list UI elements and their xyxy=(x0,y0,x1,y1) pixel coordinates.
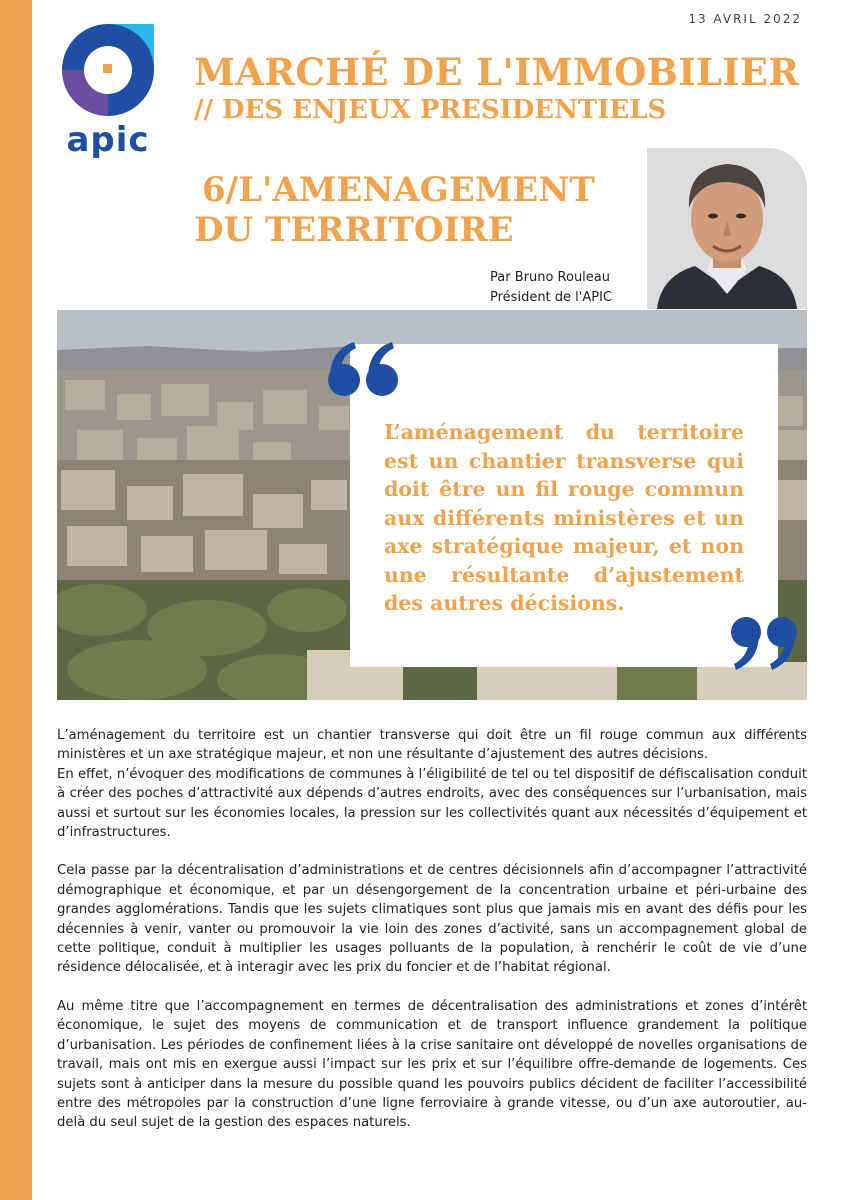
body-paragraph-1: L’aménagement du territoire est un chantier transverse qui doit être un fil rouge commun aux différents ministères et un axe stratégique majeur, et non une résultante d’ajustement des autres décisions. xyxy=(57,728,807,763)
author-name: Par Bruno Rouleau xyxy=(490,270,610,285)
open-quote-mark-icon xyxy=(324,338,404,402)
close-quote-mark-icon xyxy=(730,614,804,674)
author-role: Président de l'APIC xyxy=(490,290,612,305)
article-body xyxy=(57,726,807,1133)
apic-logo-mark-icon xyxy=(58,20,158,120)
publication-date: 13 AVRIL 2022 xyxy=(688,12,802,26)
body-paragraph-2: En effet, n’évoquer des modifications de communes à l’éligibilité de tel ou tel dispositif de défiscalisation conduit à créer des poches d’attractivité aux dépends d’autres endroits, avec des conséquences sur l’urbanisation, mais aussi et surtout sur les économies locales, la pression sur les collectivités quant aux nécessités d’équipement et d’infrastructures. xyxy=(57,766,807,841)
pull-quote-text: L’aménagement du territoire est un chantier transverse qui doit être un fil rouge commun aux différents ministères et un axe stratégique majeur, et non une résultante d’ajustement des autres décisions. xyxy=(384,420,744,615)
author-byline xyxy=(490,268,612,308)
section-title-line-1: 6/L'AMENAGEMENT xyxy=(202,170,595,210)
portrait-illustration xyxy=(647,148,807,309)
apic-logo xyxy=(58,20,158,160)
section-title-line-2: DU TERRITOIRE xyxy=(194,210,514,250)
logo-wordmark: apic xyxy=(66,120,150,160)
author-portrait xyxy=(647,148,807,309)
body-paragraph-4: Au même titre que l’accompagnement en termes de décentralisation des administrations et zones d’intérêt économique, le sujet des moyens de communication et de transport influence grandement la politique d’urbanisation. Les périodes de confinement liées à la crise sanitaire ont développé de novelles organisations de travail, mais ont mis en exergue aussi l’impact sur les prix et sur l’équilibre offre-demande de logements. Ces sujets sont à anticiper dans la mesure du possible quand les pouvoirs publics décident de faciliter l’accessibilité entre des métropoles par la construction d’une ligne ferroviaire à grande vitesse, ou d’un axe autoroutier, au-delà du seul sujet de la gestion des espaces naturels. xyxy=(57,998,807,1131)
body-paragraph-3: Cela passe par la décentralisation d’administrations et de centres décisionnels afin d’accompagner l’attractivité démographique et économique, et par un désengorgement de la concentration urbaine et péri-urbaine des grandes agglomérations. Tandis que les sujets climatiques sont plus que jamais mis en avant des défis pour les décennies à venir, vanter ou promouvoir la vie loin des zones d’activité, sans un accompagnement global de cette politique, conduit à multiplier les usages polluants de la population, à renchérir le coût de vie d’une résidence délocalisée, et à interagir avec les prix du foncier et de l’habitat régional. xyxy=(57,863,807,976)
paragraph-spacer xyxy=(57,978,807,997)
main-title: MARCHÉ DE L'IMMOBILIER xyxy=(194,50,800,94)
main-subtitle: // DES ENJEUX PRESIDENTIELS xyxy=(194,95,667,125)
section-title xyxy=(194,170,634,250)
paragraph-spacer xyxy=(57,842,807,861)
orange-side-bar xyxy=(0,0,32,1200)
